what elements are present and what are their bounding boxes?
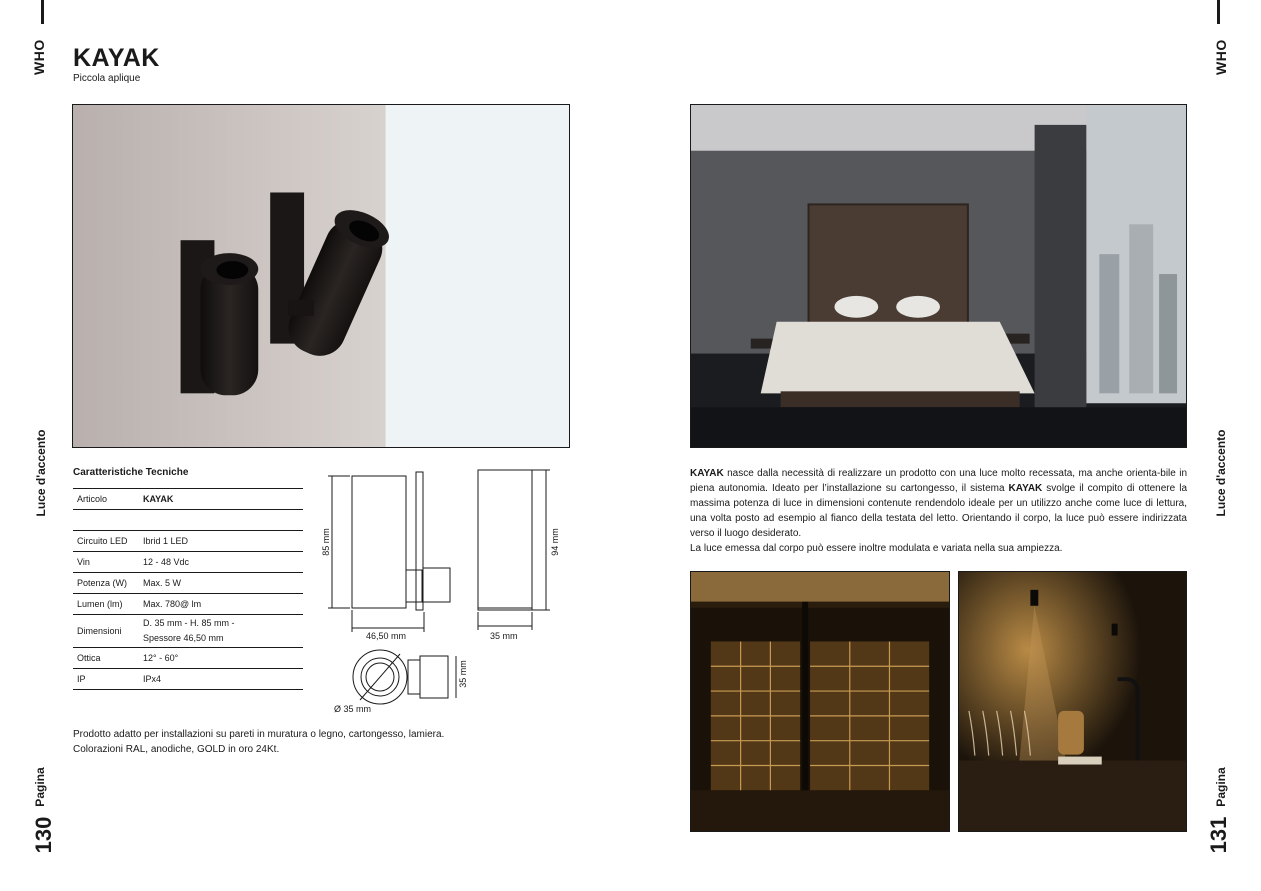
specs-table (73, 488, 303, 690)
right-top-rule (1217, 0, 1220, 24)
spec-key: Articolo (77, 494, 108, 504)
spec-value: KAYAK (143, 493, 174, 504)
dim-94mm: 94 mm (550, 528, 560, 556)
dim-4650mm: 46,50 mm (366, 631, 407, 641)
spec-key: Vin (77, 557, 90, 567)
spec-value: 12 - 48 Vdc (143, 556, 190, 567)
spec-value: IPx4 (143, 673, 162, 684)
spec-row-ottica (73, 648, 303, 669)
technical-drawing (320, 460, 570, 720)
dim-35mm-width: 35 mm (490, 631, 518, 641)
description-brand-lead: KAYAK (690, 468, 724, 479)
spec-row-blank (73, 510, 303, 531)
product-description (690, 466, 1187, 556)
description-paragraph-2: La luce emessa dal corpo può essere inoltre modulata e variata nella sua ampiezza. (690, 543, 1063, 554)
dim-85mm: 85 mm (321, 528, 331, 556)
pagina-label-left: Pagina (33, 767, 47, 807)
brand-right: WHO (1213, 39, 1229, 75)
pagina-label-right: Pagina (1214, 767, 1228, 807)
specs-title: Caratteristiche Tecniche (73, 467, 189, 478)
spec-value: Max. 780@ lm (143, 598, 202, 609)
installation-notes (73, 727, 503, 757)
product-subtitle: Piccola aplique (73, 73, 141, 84)
product-title: KAYAK (73, 44, 160, 72)
dim-diameter-35mm: Ø 35 mm (334, 704, 372, 714)
section-label-left: Luce d'accento (34, 429, 48, 517)
product-photo (72, 104, 570, 448)
spec-key: Potenza (W) (77, 578, 128, 588)
description-paragraph-1 (690, 466, 1187, 541)
spec-value: D. 35 mm - H. 85 mm - Spessore 46,50 mm (143, 618, 235, 643)
spec-row-dimensioni (73, 615, 303, 648)
spec-row-vin (73, 552, 303, 573)
spec-row-ip (73, 669, 303, 690)
kitchen-photo (958, 571, 1187, 832)
page-number-left: 130 (31, 816, 56, 854)
spec-row-potenza (73, 573, 303, 594)
page-number-right: 131 (1206, 816, 1231, 854)
spec-row-circuito (73, 531, 303, 552)
description-brand-inline: KAYAK (1008, 483, 1043, 494)
section-label-right: Luce d'accento (1214, 429, 1228, 517)
dim-35mm-height: 35 mm (458, 660, 468, 688)
spec-value: Max. 5 W (143, 577, 182, 588)
spec-key: Ottica (77, 653, 101, 663)
spec-key: IP (77, 674, 86, 684)
left-top-rule (41, 0, 44, 24)
spec-row-lumen (73, 594, 303, 615)
brand-left: WHO (31, 39, 47, 75)
spec-key: Lumen (lm) (77, 599, 123, 609)
spec-row-articolo (73, 489, 303, 510)
bedroom-photo (690, 104, 1187, 448)
spec-key: Circuito LED (77, 536, 128, 546)
spec-value: Ibrid 1 LED (143, 535, 189, 546)
spec-value: 12° - 60° (143, 652, 179, 663)
notes-line-1: Prodotto adatto per installazioni su pareti in muratura o legno, cartongesso, lamiera. (73, 729, 445, 740)
description-text-a: nasce dalla necessità di realizzare un prodotto con una luce molto recessata, ma anche orienta-bile in piena autonomia. Ideato per l’installazione su cartongesso, il sistema (690, 468, 1187, 494)
spec-key: Dimensioni (77, 626, 122, 636)
cellar-photo (690, 571, 950, 832)
notes-line-2: Colorazioni RAL, anodiche, GOLD in oro 24Kt. (73, 744, 280, 755)
description-text-b: svolge il compito di ottenere la massima potenza di luce in dimensioni contenute rendendolo ideale per un utilizzo anche come luce di lettura, una volta posto ad esempio al fianco della testata del letto. Orientando il corpo, la luce può essere indirizzata verso il luogo desiderato. (690, 483, 1188, 539)
